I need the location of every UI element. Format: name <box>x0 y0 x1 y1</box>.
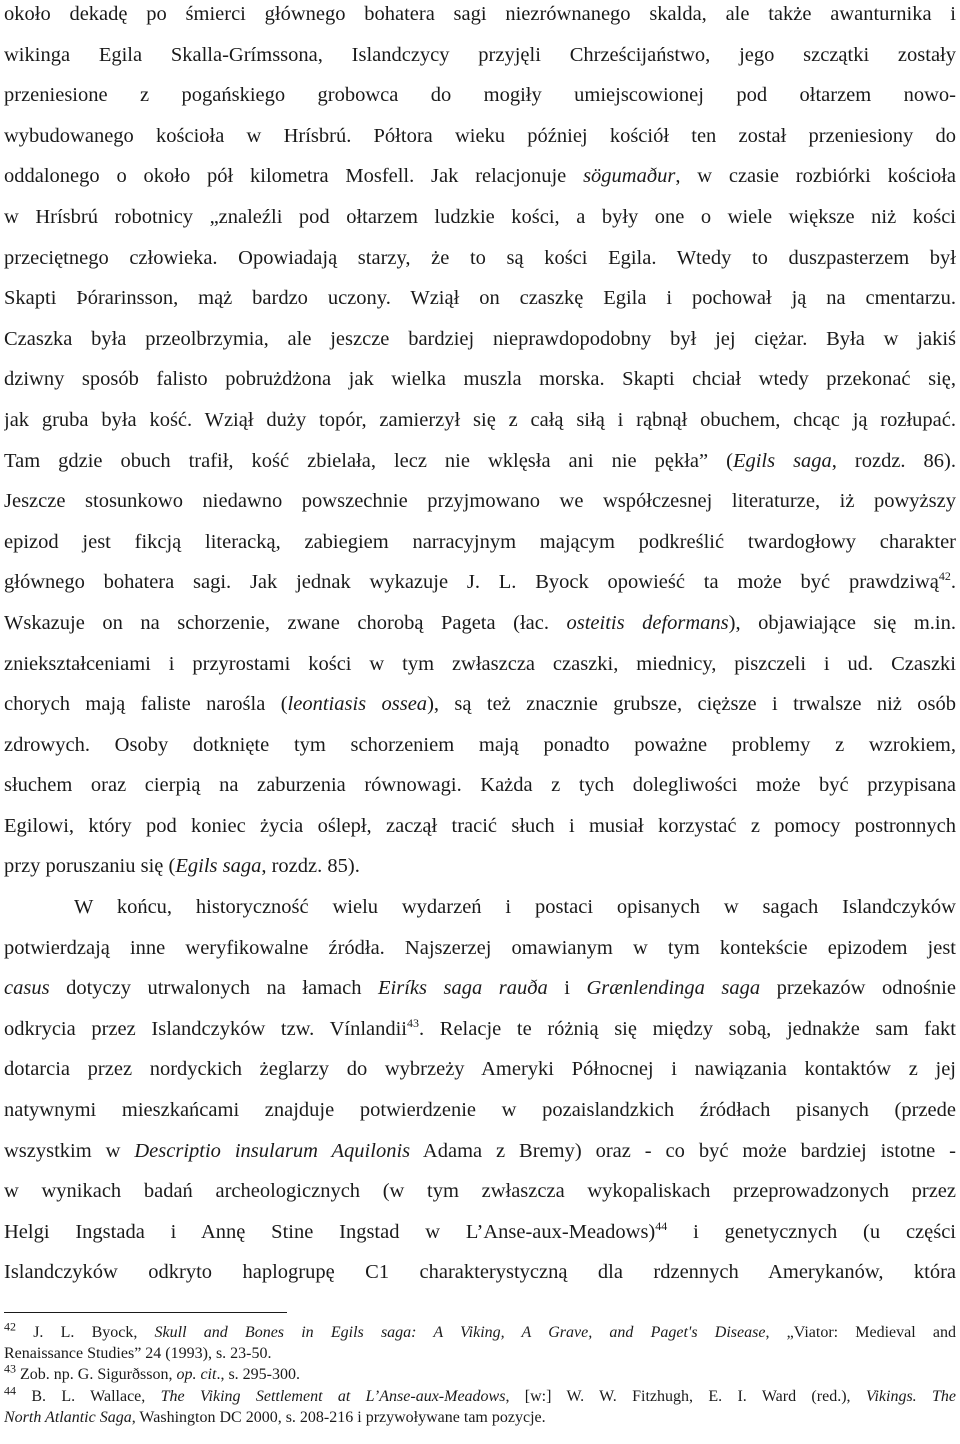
text-run: , [w:] W. W. Fitzhugh, E. I. Ward (red.), <box>505 1387 866 1405</box>
text-line <box>4 481 956 522</box>
text-line <box>4 400 956 441</box>
footnote-line <box>4 1343 956 1364</box>
text-run: wszystkim w <box>4 1139 135 1162</box>
text-run: , Washington DC 2000, s. 208-216 i przywoływane tam pozycje. <box>131 1408 546 1426</box>
text-run: Jeszcze stosunkowo niedawno powszechnie przyjmowano we współczesnej literaturze, iż powyższy <box>4 490 956 513</box>
text-line <box>4 644 956 685</box>
text-run: ), objawiające się m.in. <box>728 611 956 634</box>
italic-text: Skull and Bones in Egils saga: A Viking, A Grave, and Paget's Disease <box>154 1324 766 1341</box>
text-run: , „Viator: Medieval and <box>765 1324 956 1341</box>
text-line <box>4 1131 956 1172</box>
text-line <box>4 1009 956 1050</box>
text-line <box>4 928 956 969</box>
footnote-line <box>4 1322 956 1343</box>
text-line <box>4 968 956 1009</box>
text-line <box>4 116 956 157</box>
footnote-reference: 43 <box>4 1364 16 1377</box>
text-run: dziwny sposób falisto pobrużdżona jak wielka muszla morska. Skapti chciał wtedy przekonać się, <box>4 368 956 391</box>
text-run: oddalonego o około pół kilometra Mosfell. Jak relacjonuje <box>4 165 584 188</box>
text-line <box>4 35 956 76</box>
text-run: ), są też znacznie grubsze, cięższe i trwalsze niż osób <box>427 693 956 716</box>
text-line <box>4 684 956 725</box>
text-line <box>4 806 956 847</box>
text-run: natywnymi mieszkańcami znajduje potwierdzenie w pozaislandzkich źródłach pisanych (przede <box>4 1099 956 1122</box>
text-run: dotarcia przez nordyckich żeglarzy do wybrzeży Ameryki Północnej i nawiązania kontaktów z jej <box>4 1058 956 1081</box>
text-line <box>4 522 956 563</box>
text-run: , rozdz. 86). <box>831 449 956 472</box>
text-run: , w czasie rozbiórki kościoła <box>675 165 956 188</box>
text-run: ., s. 295-300. <box>216 1366 301 1384</box>
italic-text: The Viking Settlement at L’Anse-aux-Meadows <box>160 1387 506 1405</box>
text-line <box>4 887 956 928</box>
italic-text: op. cit <box>176 1366 217 1384</box>
italic-text: Egils saga <box>732 449 832 472</box>
text-run: dotyczy utrwalonych na łamach <box>49 977 379 1000</box>
text-line <box>4 197 956 238</box>
text-line <box>4 1171 956 1212</box>
text-run: około dekadę po śmierci głównego bohatera sagi niezrównanego skalda, ale także awanturnika i <box>4 3 956 25</box>
footnote-reference: 44 <box>655 1218 668 1233</box>
italic-text: leontiasis ossea <box>287 693 428 716</box>
text-run: Skapti Þórarinsson, mąż bardzo uczony. Wziął on czaszkę Egila i pochował ją na cmentarzu. <box>4 287 956 310</box>
text-line <box>4 846 956 887</box>
text-run: przekazów odnośnie <box>760 977 956 1000</box>
text-run: i genetycznych (u części <box>667 1220 956 1243</box>
footnote-reference: 44 <box>4 1385 16 1398</box>
text-run: Helgi Ingstada i Annę Stine Ingstad w L’Anse-aux-Meadows) <box>4 1220 656 1243</box>
text-line <box>4 1252 956 1293</box>
footnote-line <box>4 1386 956 1407</box>
text-run: przy poruszaniu się ( <box>4 855 176 878</box>
text-run: Islandczyków odkryto haplogrupę C1 charakterystyczną dla rdzennych Amerykanów, która <box>4 1261 956 1284</box>
text-run: Wskazuje on na schorzenie, zwane chorobą Pageta (łac. <box>4 611 567 634</box>
footnote-line <box>4 1407 956 1428</box>
text-line <box>4 359 956 400</box>
text-line <box>4 562 956 603</box>
text-run: słuchem oraz cierpią na zaburzenia równowagi. Każda z tych dolegliwości może być przypisana <box>4 774 956 797</box>
text-run: zdrowych. Osoby dotknięte tym schorzeniem mają ponadto poważne problemy z wzrokiem, <box>4 733 956 756</box>
footnote-reference: 42 <box>4 1322 16 1334</box>
text-line <box>4 0 956 35</box>
text-line <box>4 278 956 319</box>
text-run: w Hrísbrú robotnicy „znaleźli pod ołtarzem ludzkie kości, a były one o wiele większe niż kości <box>4 205 956 228</box>
text-line <box>4 75 956 116</box>
italic-text: sögumaður <box>583 165 676 188</box>
body-text <box>4 0 956 1293</box>
text-line <box>4 156 956 197</box>
text-run: W końcu, historyczność wielu wydarzeń i postaci opisanych w sagach Islandczyków <box>74 896 956 919</box>
text-run: , rozdz. 85). <box>261 855 360 878</box>
text-run: epizod jest fikcją literacką, zabiegiem narracyjnym mającym podkreślić twardogłowy charakter <box>4 530 956 553</box>
footnote-line <box>4 1364 956 1385</box>
text-run: Renaissance Studies” 24 (1993), s. 23-50. <box>4 1345 272 1363</box>
text-run: . <box>950 571 956 594</box>
text-run: wikinga Egila Skalla-Grímssona, Islandczycy przyjęli Chrześcijaństwo, jego szczątki zostały <box>4 43 956 66</box>
text-line <box>4 725 956 766</box>
text-run: i <box>547 977 587 1000</box>
footnote-reference: 43 <box>407 1016 419 1031</box>
italic-text: Eiríks saga rauða <box>378 977 548 1000</box>
footnote-reference: 42 <box>938 569 951 584</box>
italic-text: Egils saga <box>175 855 262 878</box>
text-line <box>4 441 956 482</box>
text-run: Zob. np. G. Sigurðsson, <box>16 1366 177 1384</box>
text-run: J. L. Byock, <box>16 1324 155 1341</box>
text-line <box>4 1049 956 1090</box>
text-line <box>4 1212 956 1253</box>
italic-text: North Atlantic Saga <box>4 1408 132 1426</box>
text-run: głównego bohatera sagi. Jak jednak wykazuje J. L. Byock opowieść ta może być prawdziwą <box>4 571 939 594</box>
italic-text: Descriptio insularum Aquilonis <box>134 1139 411 1162</box>
text-run: przeciętnego człowieka. Opowiadają starzy, że to są kości Egila. Wtedy to duszpasterzem był <box>4 246 956 269</box>
italic-text: osteitis deformans <box>566 611 729 634</box>
footnotes <box>4 1322 956 1428</box>
text-line <box>4 319 956 360</box>
italic-text: Vikings. The <box>865 1387 956 1405</box>
text-run: Czaszka była przeolbrzymia, ale jeszcze bardziej nieprawdopodobny był jej ciężar. Była w jakiś <box>4 327 956 350</box>
text-line <box>4 765 956 806</box>
italic-text: Grænlendinga saga <box>586 977 761 1000</box>
text-run: w wynikach badań archeologicznych (w tym zwłaszcza wykopaliskach przeprowadzonych przez <box>4 1180 956 1203</box>
text-run: zniekształceniami i przyrostami kości w tym zwłaszcza czaszki, miednicy, piszczeli i ud. Czaszki <box>4 652 956 675</box>
text-run: odkrycia przez Islandczyków tzw. Vínlandii <box>4 1017 407 1040</box>
italic-text: casus <box>4 977 50 1000</box>
text-run: potwierdzają inne weryfikowalne źródła. Najszerzej omawianym w tym kontekście epizodem jest <box>4 936 956 959</box>
text-line <box>4 238 956 279</box>
text-run: wybudowanego kościoła w Hrísbrú. Półtora wieku później kościół ten został przeniesiony do <box>4 124 956 147</box>
text-run: Egilowi, który pod koniec życia oślepł, zaczął tracić słuch i musiał korzystać z pomocy postronnych <box>4 814 956 837</box>
text-run: przeniesione z pogańskiego grobowca do mogiły umiejscowionej pod ołtarzem nowo- <box>4 84 956 107</box>
text-run: chorych mają faliste narośla ( <box>4 693 288 716</box>
text-run: . Relacje te różnią się między sobą, jednakże sam fakt <box>419 1017 956 1040</box>
text-run: jak gruba była kość. Wziął duży topór, zamierzył się z całą siłą i rąbnął obuchem, chcąc ją rozłupać. <box>4 408 956 431</box>
text-run: B. L. Wallace, <box>16 1387 161 1405</box>
text-line <box>4 603 956 644</box>
text-run: Adama z Bremy) oraz - co być może bardziej istotne - <box>410 1139 956 1162</box>
text-line <box>4 1090 956 1131</box>
text-run: Tam gdzie obuch trafił, kość zbielała, lecz nie wklęsła ani nie pękła” ( <box>4 449 733 472</box>
footnote-separator <box>4 1312 287 1313</box>
